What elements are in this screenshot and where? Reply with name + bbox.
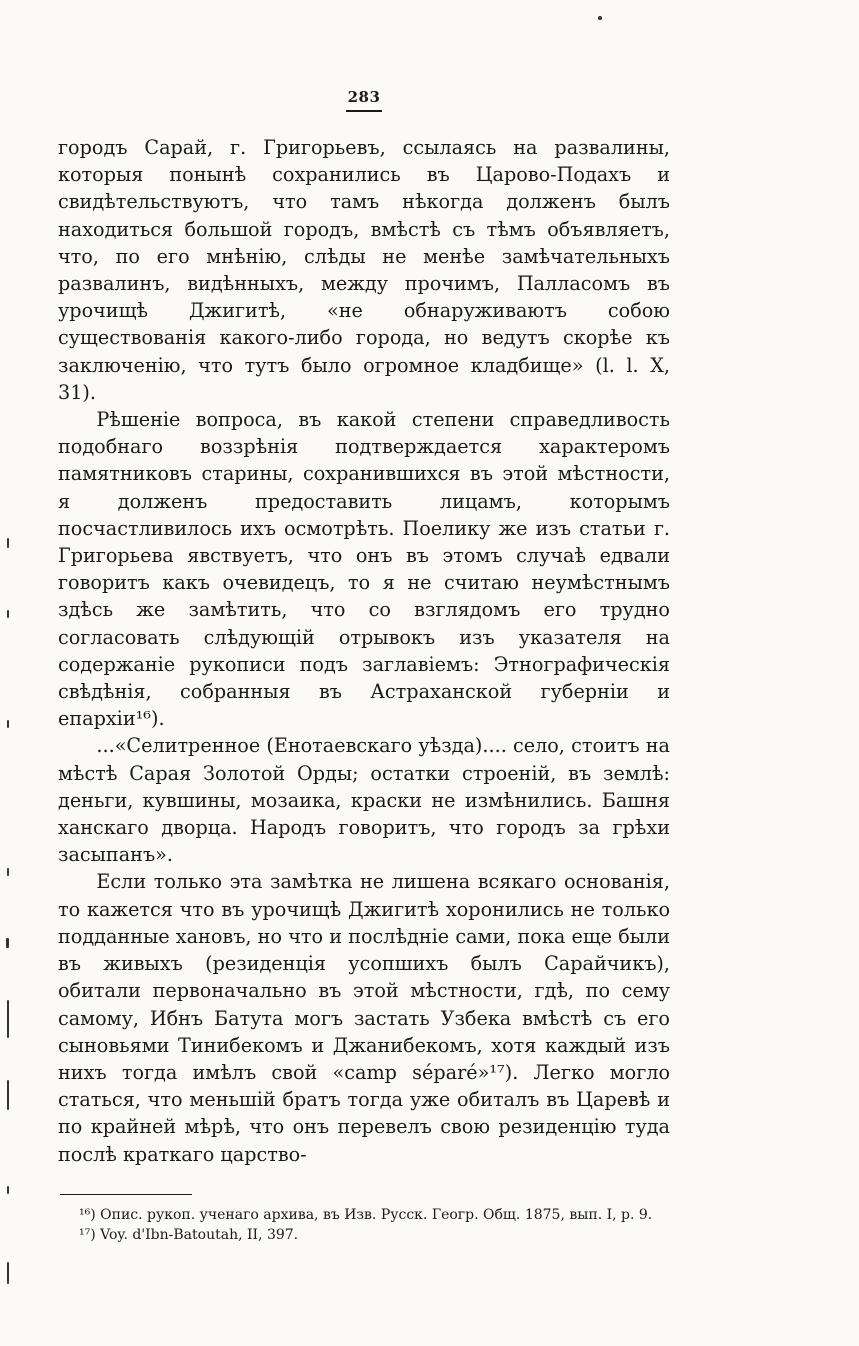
page-number: 283: [58, 88, 670, 106]
scan-mark: [7, 610, 9, 618]
paragraph-4: Если только эта замѣтка не лишена всякаго основанія, то кажется что въ урочищѣ Джигитѣ хоронились не только подданные хановъ, но что и послѣдніе сами, пока еще были въ живыхъ (резиденція усопшихъ былъ Сарайчикъ), обитали первоначально въ этой мѣстности, гдѣ, по сему самому, Ибнъ Батута могъ застать Узбека вмѣстѣ съ его сыновьями Тинибекомъ и Джанибекомъ, хотя каждый изъ нихъ тогда имѣлъ свой «camp séparé»¹⁷). Легко могло статься, что меньшій братъ тогда уже обиталъ въ Царевѣ и по крайней мѣрѣ, что онъ перевелъ свою резиденцію туда послѣ краткаго царство-: [58, 870, 670, 1166]
scan-mark: [7, 1262, 9, 1284]
footnote-16: ¹⁶) Опис. рукоп. ученаго архива, въ Изв. Русск. Геогр. Общ. 1875, вып. I, p. 9.: [79, 1206, 653, 1223]
paragraph-1: городъ Сарай, г. Григорьевъ, ссылаясь на развалины, которыя понынѣ сохранились въ Царово-Подахъ и свидѣтельствуютъ, что тамъ нѣкогда долженъ былъ находиться большой городъ, вмѣстѣ съ тѣмъ объявляетъ, что, по его мнѣнію, слѣды не менѣе замѣчательныхъ развалинъ, видѣнныхъ, между прочимъ, Палласомъ въ урочищѣ Джигитѣ, «не обнаруживаютъ собою существованія какого-либо города, но ведутъ скорѣе къ заключенію, что тутъ было огромное кладбище» (l. l. X, 31).: [58, 136, 670, 404]
footnote-divider: [60, 1194, 192, 1195]
footnotes: [58, 1205, 670, 1245]
page-content: [58, 88, 670, 1245]
footnote-17: ¹⁷) Voy. d'Ibn-Batoutah, II, 397.: [79, 1226, 299, 1243]
scan-mark: [7, 1186, 9, 1194]
paragraph-3: ...«Селитренное (Енотаевскаго уѣзда).... село, стоитъ на мѣстѣ Сарая Золотой Орды; остатки строеній, въ землѣ: деньги, кувшины, мозаика, краски не измѣнились. Башня ханскаго дворца. Народъ говоритъ, что городъ за грѣхи засыпанъ».: [58, 734, 670, 867]
main-text: [58, 134, 670, 1168]
scan-mark: [7, 868, 9, 876]
paragraph-2: Рѣшеніе вопроса, въ какой степени справедливость подобнаго воззрѣнія подтверждается характеромъ памятниковъ старины, сохранившихся въ этой мѣстности, я долженъ предоставить лицамъ, которымъ посчастливилось ихъ осмотрѣть. Поелику же изъ статьи г. Григорьева явствуетъ, что онъ въ этомъ случаѣ едвали говоритъ какъ очевидецъ, то я не считаю неумѣстнымъ здѣсь же замѣтить, что со взглядомъ его трудно согласовать слѣдующій отрывокъ изъ указателя на содержаніе рукописи подъ заглавіемъ: Этнографическія свѣдѣнія, собранныя въ Астраханской губерніи и епархіи¹⁶).: [58, 408, 670, 731]
scan-mark: [7, 1000, 9, 1038]
scan-mark: [598, 16, 602, 20]
scan-mark: [7, 538, 9, 548]
scan-mark: [7, 1080, 9, 1110]
scan-mark: [7, 720, 9, 728]
scan-mark: [6, 938, 9, 948]
